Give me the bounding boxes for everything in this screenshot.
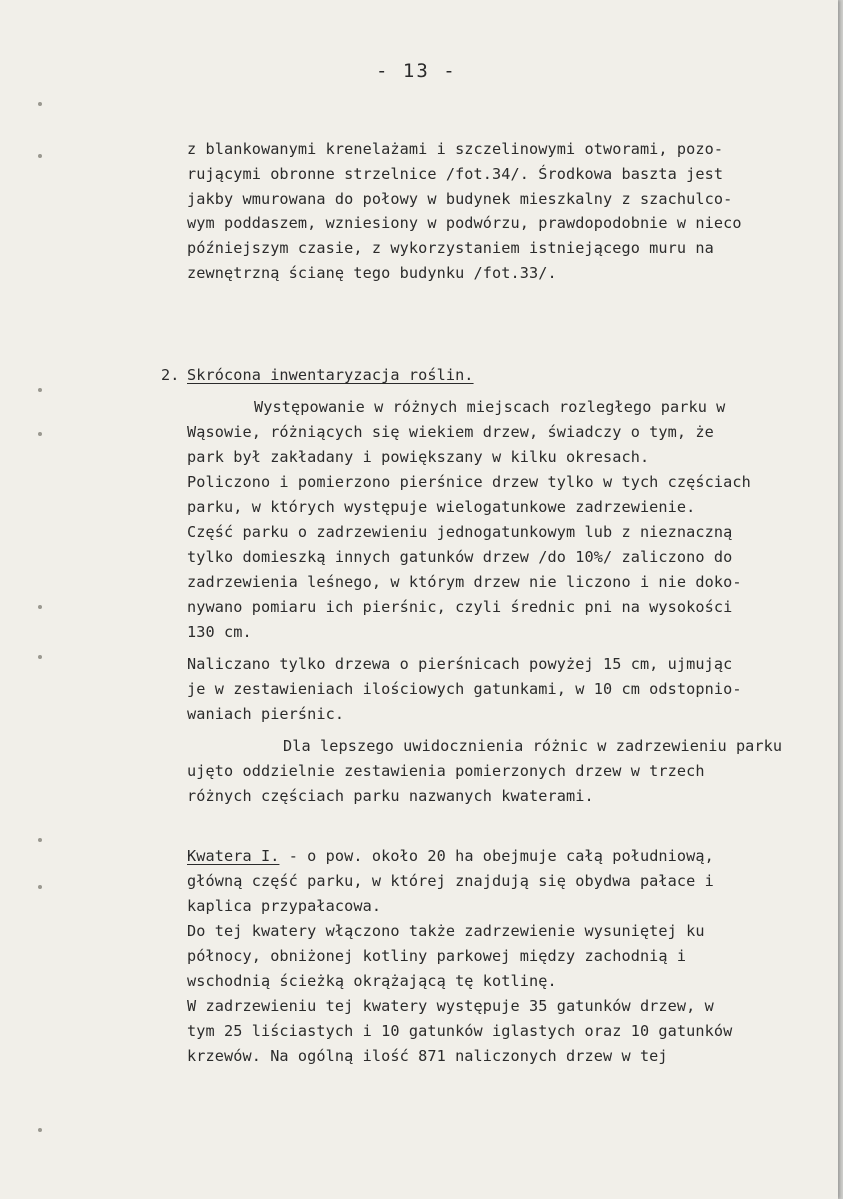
punch-hole-mark	[38, 1128, 42, 1132]
punch-hole-mark	[38, 885, 42, 889]
text-line: Występowanie w różnych miejscach rozległego parku w	[254, 398, 726, 416]
text-line: Dla lepszego uwidocznienia różnic w zadrzewieniu parku	[283, 737, 783, 755]
punch-hole-mark	[38, 102, 42, 106]
text-line: jakby wmurowana do połowy w budynek mieszkalny z szachulco-	[187, 190, 733, 208]
section-heading: Skrócona inwentaryzacja roślin.	[187, 366, 474, 384]
punch-hole-mark	[38, 605, 42, 609]
text-line: zewnętrzną ścianę tego budynku /fot.33/.	[187, 264, 557, 282]
text-line: Część parku o zadrzewieniu jednogatunkowym lub z nieznaczną	[187, 523, 733, 541]
punch-hole-mark	[38, 838, 42, 842]
kwatera-first-line	[187, 847, 714, 865]
text-line: 130 cm.	[187, 623, 252, 641]
text-line: kaplica przypałacowa.	[187, 897, 382, 915]
text-line: nywano pomiaru ich pierśnic, czyli średnic pni na wysokości	[187, 598, 733, 616]
punch-hole-mark	[38, 432, 42, 436]
kwatera-first-line-text: - o pow. około 20 ha obejmuje całą południową,	[288, 847, 714, 865]
text-line: Naliczano tylko drzewa o pierśnicach powyżej 15 cm, ujmując	[187, 655, 733, 673]
punch-hole-mark	[38, 154, 42, 158]
punch-hole-mark	[38, 655, 42, 659]
text-line: północy, obniżonej kotliny parkowej między zachodnią i	[187, 947, 687, 965]
text-line: ujęto oddzielnie zestawienia pomierzonych drzew w trzech	[187, 762, 705, 780]
text-line: zadrzewienia leśnego, w którym drzew nie liczono i nie doko-	[187, 573, 742, 591]
section-number: 2.	[161, 366, 180, 384]
text-line: różnych częściach parku nazwanych kwaterami.	[187, 787, 594, 805]
text-line: waniach pierśnic.	[187, 705, 345, 723]
text-line: je w zestawieniach ilościowych gatunkami, w 10 cm odstopnio-	[187, 680, 742, 698]
text-line: tylko domieszką innych gatunków drzew /do 10%/ zaliczono do	[187, 548, 733, 566]
page-number: - 13 -	[376, 60, 457, 82]
text-line: późniejszym czasie, z wykorzystaniem istniejącego muru na	[187, 239, 714, 257]
text-line: parku, w których występuje wielogatunkowe zadrzewienie.	[187, 498, 696, 516]
text-line: wym poddaszem, wzniesiony w podwórzu, prawdopodobnie w nieco	[187, 214, 742, 232]
text-line: krzewów. Na ogólną ilość 871 naliczonych drzew w tej	[187, 1047, 668, 1065]
text-line: rującymi obronne strzelnice /fot.34/. Środkowa baszta jest	[187, 165, 724, 183]
text-line: Do tej kwatery włączono także zadrzewienie wysuniętej ku	[187, 922, 705, 940]
text-line: z blankowanymi krenelażami i szczelinowymi otworami, pozo-	[187, 140, 724, 158]
text-line: tym 25 liściastych i 10 gatunków iglastych oraz 10 gatunków	[187, 1022, 733, 1040]
text-line: Wąsowie, różniących się wiekiem drzew, świadczy o tym, że	[187, 423, 714, 441]
punch-hole-mark	[38, 388, 42, 392]
text-line: W zadrzewieniu tej kwatery występuje 35 gatunków drzew, w	[187, 997, 714, 1015]
text-line: park był zakładany i powiększany w kilku okresach.	[187, 448, 650, 466]
text-line: Policzono i pomierzono pierśnice drzew tylko w tych częściach	[187, 473, 751, 491]
text-line: główną część parku, w której znajdują się obydwa pałace i	[187, 872, 714, 890]
text-line: wschodnią ścieżką okrążającą tę kotlinę.	[187, 972, 557, 990]
kwatera-label: Kwatera I.	[187, 847, 280, 865]
